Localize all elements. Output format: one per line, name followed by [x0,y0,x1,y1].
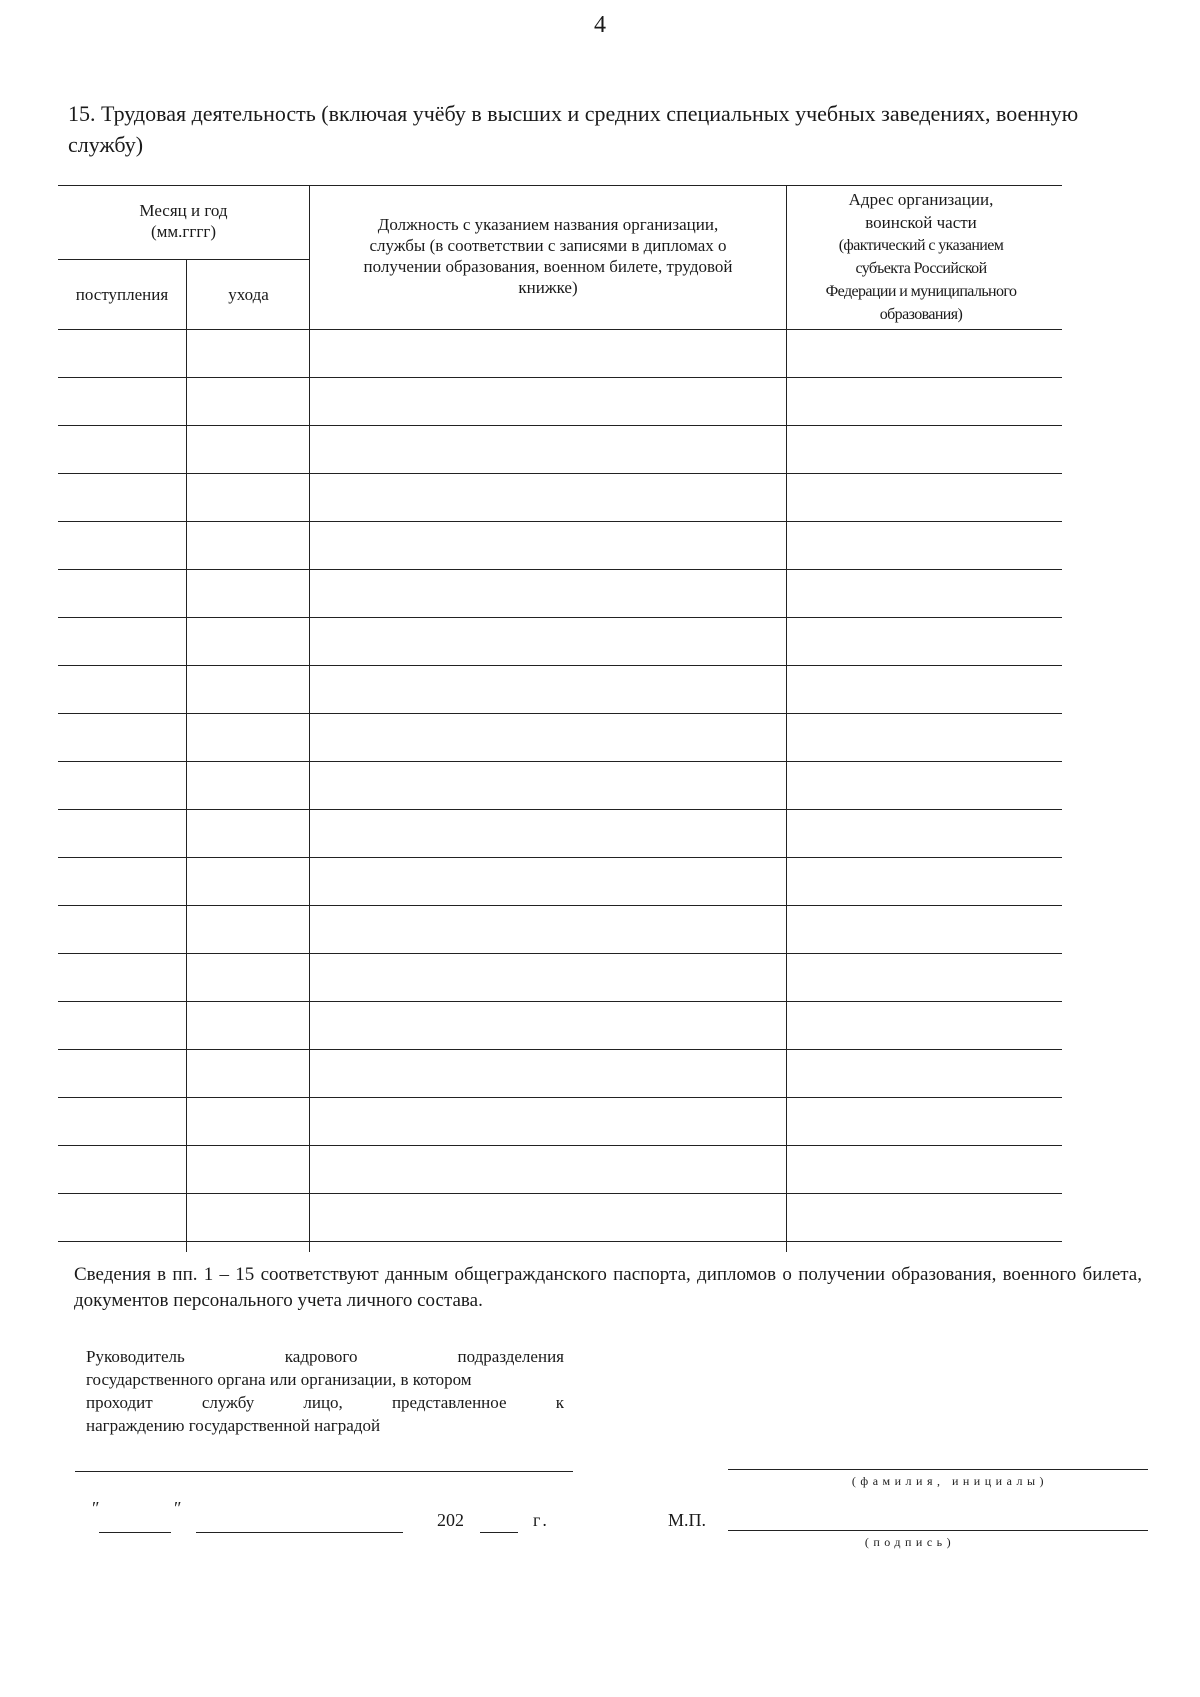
table-top-border [58,185,1062,186]
header-position [312,214,784,298]
signature-line[interactable] [728,1530,1148,1531]
header-address-line: воинской части [865,213,977,232]
quote-close: ″ [174,1498,182,1518]
table-row [58,1193,1062,1194]
header-address-line: Федерации и муниципального [825,283,1017,300]
table-row [58,809,1062,810]
day-line[interactable] [99,1532,171,1533]
stamp-label: М.П. [668,1510,707,1530]
signatory-label [86,1345,564,1437]
year-suffix: г. [533,1510,551,1530]
name-line[interactable] [728,1469,1148,1470]
header-position-line: книжке) [518,278,578,297]
table-bottom-border [58,1241,1062,1242]
signatory-word: представленное [391,1393,507,1412]
header-address-line: образования) [879,306,963,323]
header-position-line: службы (в соответствии с записями в дипломах о [369,236,727,255]
signatory-word: Руководитель [86,1347,185,1366]
signatory-word: службу [201,1393,255,1412]
header-date-group [58,200,309,242]
table-row [58,905,1062,906]
signatory-word: подразделения [457,1347,564,1366]
table-row [58,377,1062,378]
year-prefix: 202 [437,1510,464,1530]
month-line[interactable] [196,1532,403,1533]
table-row [58,761,1062,762]
signature-caption: (подпись) [864,1535,956,1549]
header-address-line: Адрес организации, [848,190,994,209]
column-divider [186,259,187,1252]
table-row [58,425,1062,426]
table-row [58,1049,1062,1050]
header-date-group-line2: (мм.гггг) [151,222,216,241]
table-row [58,713,1062,714]
table-row [58,521,1062,522]
signatory-word: кадрового [284,1347,358,1366]
header-address-line: субъекта Российской [855,260,987,277]
quote-open: ″ [92,1498,100,1518]
table-row [58,569,1062,570]
table-row [58,473,1062,474]
page-number: 4 [594,12,606,38]
name-caption: (фамилия, инициалы) [851,1474,1049,1488]
header-address [788,188,1054,326]
signatory-label-line: награждению государственной наградой [86,1416,381,1435]
table-row [58,1097,1062,1098]
signatory-label-line [86,1345,564,1368]
header-end: ухода [228,285,269,304]
header-date-group-line1: Месяц и год [139,201,228,220]
column-divider [309,185,310,1252]
header-address-line: (фактический с указанием [838,237,1004,254]
position-signature-line[interactable] [75,1471,573,1472]
table-row [58,665,1062,666]
year-line[interactable] [480,1532,518,1533]
confirmation-text: Сведения в пп. 1 – 15 соответствуют данным общегражданского паспорта, дипломов о получении образования, военного билета, документов персонального учета личного состава. [74,1264,1142,1311]
table-row [58,857,1062,858]
table-row [58,953,1062,954]
signatory-word: к [555,1393,564,1412]
header-bottom-border [58,329,1062,330]
signatory-label-line: государственного органа или организации, в котором [86,1370,472,1389]
date-group-divider [58,259,309,260]
column-divider [786,185,787,1252]
signatory-word: проходит [86,1393,153,1412]
header-position-line: получении образования, военном билете, трудовой [363,257,733,276]
table-row [58,1145,1062,1146]
header-start: поступления [75,285,169,304]
header-position-line: Должность с указанием названия организации, [377,215,719,234]
signatory-label-line [86,1391,564,1414]
section-title: 15. Трудовая деятельность (включая учёбу в высших и средних специальных учебных заведениях, военную службу) [68,101,1079,157]
table-row [58,617,1062,618]
signatory-word: лицо, [303,1393,343,1412]
table-row [58,1001,1062,1002]
